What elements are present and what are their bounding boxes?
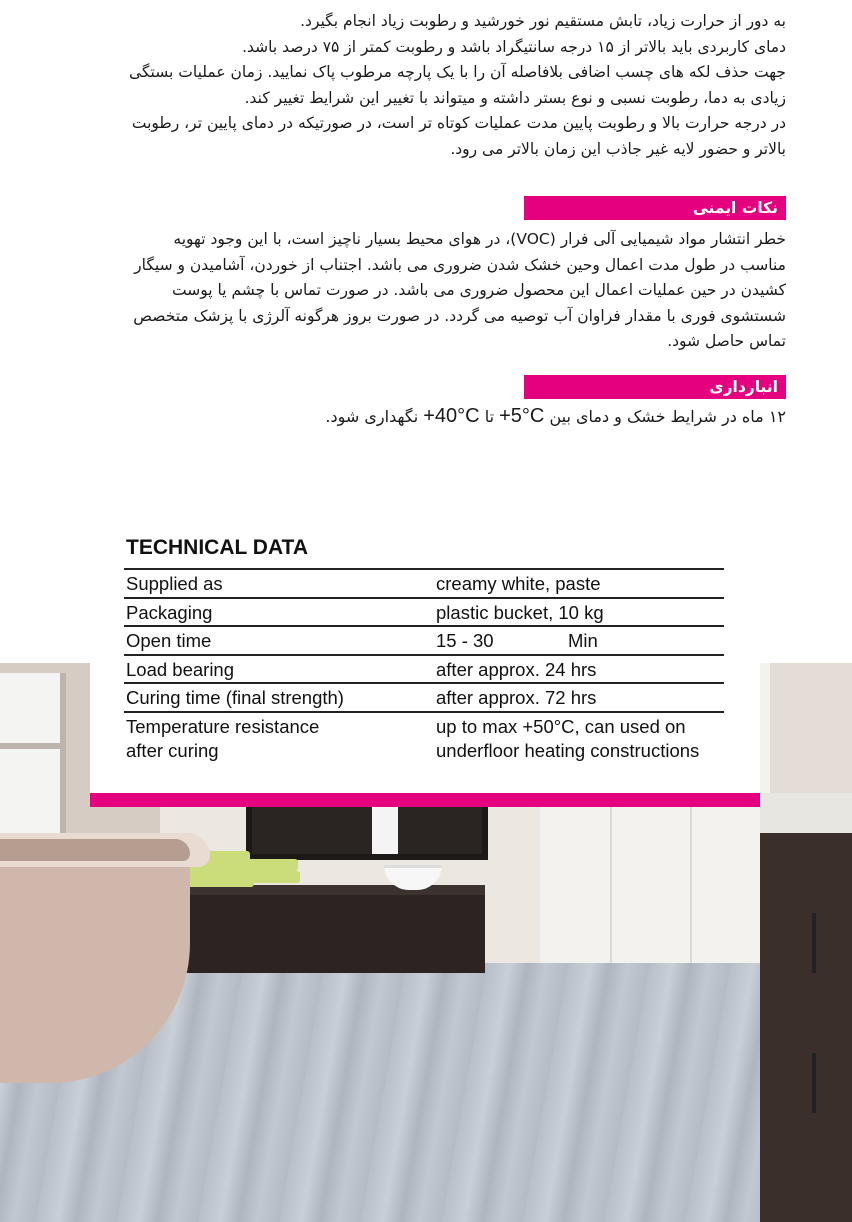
accent-bar [90,793,760,807]
table-row [124,625,724,654]
row-label: Curing time (final strength) [126,687,344,708]
storage-heading: انبارداری [524,375,786,399]
storage-text-before: ۱۲ ماه در شرایط خشک و دمای بین [544,407,786,426]
row-label: Supplied as [126,573,223,594]
safety-heading: نکات ایمنی [524,196,786,220]
safety-paragraph: خطر انتشار مواد شیمیایی آلی فرار (VOC)، در هوای محیط بسیار ناچیز است، با این وجود تهویه مناسب در طول مدت اعمال وحین خشک شدن ضروری می باشد. اجتناب از خوردن، آشامیدن و سیگار کشیدن در حین عملیات اعمال این محصول ضروری می باشد. در صورت تماس با چشم یا پوست شستشوی فوری با مقدار فراوان آب توصیه می گردد. در صورت بروز هرگونه آلرژی با پزشک متخصص تماس حاصل شود. [133,230,786,350]
technical-data-table [124,568,724,767]
storage-paragraph [60,404,786,430]
table-row [124,711,724,767]
application-conditions-paragraph: به دور از حرارت زیاد، تابش مستقیم نور خورشید و رطوبت زیاد انجام بگیرد. دمای کاربردی باید بالاتر از ۱۵ درجه سانتیگراد باشد و رطوبت کمتر از ۷۵ درصد باشد. جهت حذف لکه های چسب اضافی بلافاصله آن را با یک پارچه مرطوب پاک نمایید. زمان عملیات بستگی زیادی به دما، رطوبت نسبی و نوع بستر داشته و میتواند با تغییر این شرایط تغییر کند. در درجه حرارت بالا و رطوبت پایین مدت عملیات کوتاه تر است، در صورتیکه در دمای پایین تر، رطوبت بالاتر و حضور لایه غیر جاذب این زمان بالاتر می رود. [129,12,786,158]
storage-text-mid: تا [479,407,500,426]
wall-mirror [246,798,488,860]
storage-temp-low: +5°C [499,405,545,427]
row-label: Packaging [126,601,213,623]
table-row [124,597,724,626]
right-cabinet [760,793,852,1222]
table-row [124,568,724,597]
row-label: Load bearing [126,658,235,680]
technical-data-title: TECHNICAL DATA [126,536,308,559]
row-value: 15 - 30 [436,630,494,651]
row-value: after approx. 24 hrs [436,658,597,680]
dark-bench [155,885,485,973]
row-value: up to max +50°C, can used on underfloor heating constructions [436,715,700,761]
row-label: Open time [126,630,212,651]
row-value: creamy white, paste [436,573,601,594]
row-value: plastic bucket, 10 kg [436,601,604,623]
technical-data-card [90,520,760,807]
table-row [124,654,724,683]
storage-temp-high: +40°C [423,405,480,427]
storage-text-after: نگهداری شود. [325,407,424,426]
row-label: Temperature resistance after curing [126,715,320,761]
table-row [124,682,724,711]
row-unit: Min [568,630,598,651]
row-value: after approx. 72 hrs [436,687,597,708]
